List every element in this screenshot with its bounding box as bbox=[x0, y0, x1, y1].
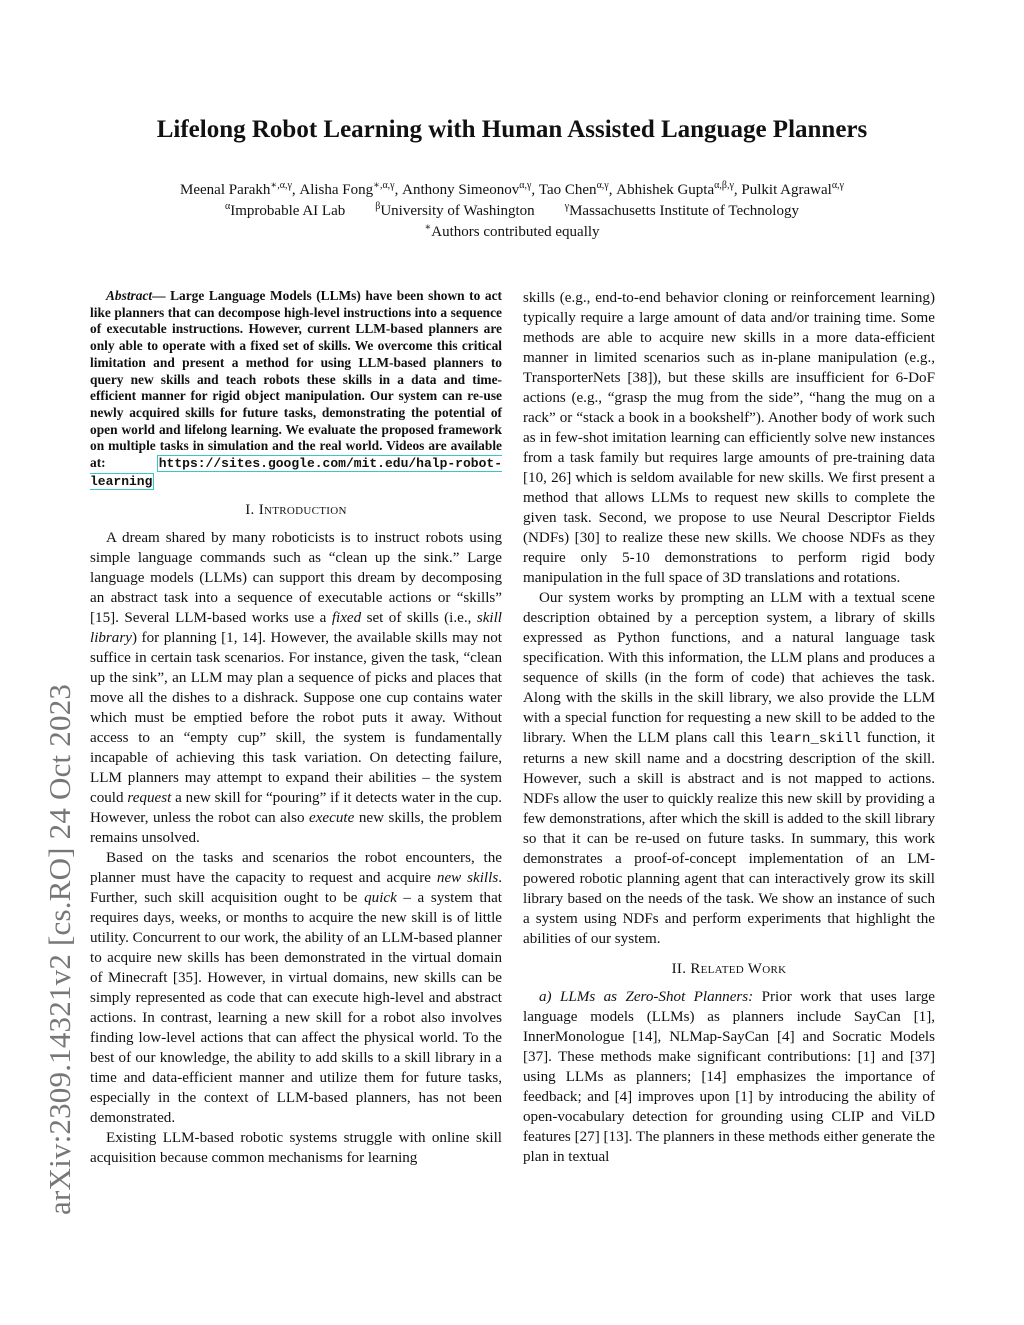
intro-paragraph: Existing LLM-based robotic systems struggle with online skill acquisition because common mechanisms for learning bbox=[90, 1130, 502, 1167]
intro-paragraph bbox=[90, 528, 502, 848]
code-function-name: learn_skill bbox=[768, 731, 861, 747]
body-paragraph: skills (e.g., end-to-end behavior cloning or reinforcement learning) typically require a large amount of data and/or training time. Some methods are able to acquire new skills in a more data-efficient manner in limited scenarios such as in-plane manipulation (e.g., TransporterNets [38]), but these skills are insufficient for 6-DoF actions (e.g., “grasp the mug from the side”, “hang the mug on a rack” or “stack a book in a bookshelf”). Another body of work such as in few-shot imitation learning can efficiently solve new instances from a task family but requires large amounts of pre-training data [10, 26] which is seldom available for new skills. We first present a method that allows LLMs to request new skills to complete the given task. Second, we propose to use Neural Descriptor Fields (NDFs) [30] to realize these new skills. We choose NDFs as they require only 5-10 demonstrations to perform rigid body manipulation in the full space of 3D translations and rotations. bbox=[523, 290, 935, 586]
paper-title: Lifelong Robot Learning with Human Assisted Language Planners bbox=[156, 116, 868, 143]
related-paragraph bbox=[523, 987, 935, 1167]
abstract-label: Abstract bbox=[106, 288, 153, 303]
author-name: Meenal Parakh bbox=[180, 182, 271, 198]
text-run: a new skill for “pouring” if it detects water in the cup. However, unless the robot can also bbox=[90, 790, 503, 827]
right-column bbox=[523, 288, 935, 1167]
emphasis: new skills bbox=[436, 870, 499, 887]
affiliation-list bbox=[0, 201, 1024, 222]
section-heading-related-work bbox=[523, 959, 935, 979]
emphasis: request bbox=[127, 790, 172, 807]
affiliation-mark: α bbox=[225, 201, 231, 212]
text-run: A dream shared by many roboticists is to instruct robots using simple language commands such as “clean up the sink.” Large language models (LLMs) can support this dream by decomposing an abstract task into a sequence of executable actions or “skills” [15]. Several LLM-based works use a bbox=[90, 530, 502, 627]
text-run: set of skills (i.e., bbox=[361, 610, 477, 627]
project-url-link[interactable]: https://sites.google.com/mit.edu/halp-robot-learning bbox=[90, 456, 502, 489]
author-affiliation-marks: ∗,α,γ bbox=[373, 180, 395, 191]
author-affiliation-marks: α,γ bbox=[519, 180, 532, 191]
emphasis: execute bbox=[309, 810, 355, 827]
author-affiliation-marks: α,γ bbox=[831, 180, 844, 191]
left-column bbox=[90, 288, 502, 1168]
author-name: Tao Chen bbox=[538, 182, 597, 198]
affiliation-mark: γ bbox=[564, 201, 570, 212]
intro-paragraph bbox=[90, 848, 502, 1128]
author-list: Meenal Parakh$^{∗,\alpha,\gamma}$, Alisha Fong$^{∗,\alpha,\gamma}$, Anthony Simeonov$^{\alpha,\gamma}$, Tao Chen$^{\alpha,\gamma}$, Abhishek Gupta$^{\alpha,\beta,\gamma}$, Pulkit Agrawal$^{\alpha,\gamma}$ bbox=[180, 180, 844, 198]
text-run: . Further, such skill acquisition ought to be bbox=[90, 870, 502, 907]
emphasis: fixed bbox=[331, 610, 362, 627]
author-name: Pulkit Agrawal bbox=[741, 182, 832, 198]
text-run: function, it returns a new skill name and a docstring description of the skill. However, such a skill is abstract and is not mapped to actions. NDFs allow the user to quickly realize this new skill by providing a few demonstrations, after which the skill is added to the skill library so that it can be re-used on future tasks. In summary, this work demonstrates a proof-of-concept implementation of an LM-powered robotic planning agent that can interactively grow its skill library based on the needs of the task. We show an instance of such a system using NDFs and perform experiments that highlight the abilities of our system. bbox=[523, 730, 935, 947]
note-text: Authors contributed equally bbox=[431, 224, 600, 240]
affiliation-mark: β bbox=[375, 201, 381, 212]
text-run: Based on the tasks and scenarios the robot encounters, the planner must have the capacity to request and acquire bbox=[90, 850, 502, 887]
emphasis: skill library bbox=[90, 610, 502, 647]
text-run: – a system that requires days, weeks, or months to acquire the new skill is of little utility. Concurrent to our work, the ability of an LLM-based planner to acquire new skills has been demonstrated in the virtual domain of Minecraft [35]. However, in virtual domains, new skills can be simply represented as code that can execute high-level and abstract actions. In contrast, learning a new skill for a robot also involves finding low-level actions that can affect the physical world. To the best of our knowledge, the ability to add skills to a skill library in a time and data-efficient manner and utilize them for future tasks, especially in the context of LLM-based planners, has not been demonstrated. bbox=[90, 890, 502, 1127]
equal-contribution-note bbox=[0, 222, 1024, 243]
author-name: Alisha Fong bbox=[299, 182, 374, 198]
section-heading-introduction bbox=[90, 500, 502, 520]
emphasis: quick bbox=[364, 890, 397, 907]
section-number: II. bbox=[671, 961, 687, 977]
text-run: Our system works by prompting an LLM with a textual scene description obtained by a perception system, a library of skills expressed as Python functions, and a natural language task specification. With this information, the LLM plans and produces a sequence of skills (in the form of code) that achieves the task. Along with the skills in the skill library, we also provide the LLM with a special function for requesting a new skill to be added to the library. When the LLM plans call this bbox=[523, 590, 935, 746]
section-title: Introduction bbox=[258, 502, 347, 519]
affiliation: Improbable AI Lab bbox=[230, 203, 346, 219]
section-title: Related Work bbox=[690, 961, 787, 977]
arxiv-identifier: arXiv:2309.14321v2 [cs.RO] 24 Oct 2023 bbox=[42, 683, 77, 1215]
author-name: Abhishek Gupta bbox=[616, 182, 715, 198]
text-run: Prior work that uses large language models (LLMs) as planners include SayCan [1], InnerMonologue [14], NLMap-SayCan [4] and Socratic Models [37]. These methods make significant contributions: [1] and [37] using LLMs as planners; [14] emphasizes the importance of feedback; and [4] improves upon [1] by introducing the ability of open-vocabulary detection for grounding using CLIP and ViLD features [27] [13]. The planners in these methods either generate the plan in textual bbox=[523, 989, 935, 1165]
abstract-text: — Large Language Models (LLMs) have been shown to act like planners that can decompose high-level instructions into a sequence of executable instructions. However, current LLM-based planners are only able to operate with a fixed set of skills. We overcome this critical limitation and present a method for using LLM-based planners to query new skills and teach robots these skills in a data and time-efficient manner for rigid object manipulation. Our system can re-use newly acquired skills for future tasks, demonstrating the potential of open world and lifelong learning. We evaluate the proposed framework on multiple tasks in simulation and the real world. Videos are available at: bbox=[90, 288, 502, 471]
author-affiliation-marks: α,γ bbox=[596, 180, 609, 191]
section-number: I. bbox=[245, 502, 255, 519]
note-mark: ∗ bbox=[424, 222, 432, 233]
text-run: new skills, the problem remains unsolved. bbox=[90, 810, 502, 847]
author-name: Anthony Simeonov bbox=[402, 182, 520, 198]
subsection-heading: a) LLMs as Zero-Shot Planners: bbox=[539, 989, 754, 1005]
affiliation: University of Washington bbox=[380, 203, 535, 219]
text-run: ) for planning [1, 14]. However, the available skills may not suffice in certain task scenarios. For instance, given the task, “clean up the sink”, an LLM may plan a sequence of picks and places that move all the dishes to a dishrack. Suppose one cup contains water which must be emptied before the robot puts it away. Without access to an “empty cup” skill, the system is fundamentally incapable of achieving this task variation. On detecting failure, LLM planners may attempt to expand their abilities – the system could bbox=[90, 630, 502, 807]
affiliation: Massachusetts Institute of Technology bbox=[569, 203, 799, 219]
author-affiliation-marks: α,β,γ bbox=[714, 180, 734, 191]
author-block bbox=[0, 180, 1024, 243]
body-paragraph bbox=[523, 588, 935, 949]
author-affiliation-marks: ∗,α,γ bbox=[270, 180, 292, 191]
abstract bbox=[90, 288, 502, 490]
